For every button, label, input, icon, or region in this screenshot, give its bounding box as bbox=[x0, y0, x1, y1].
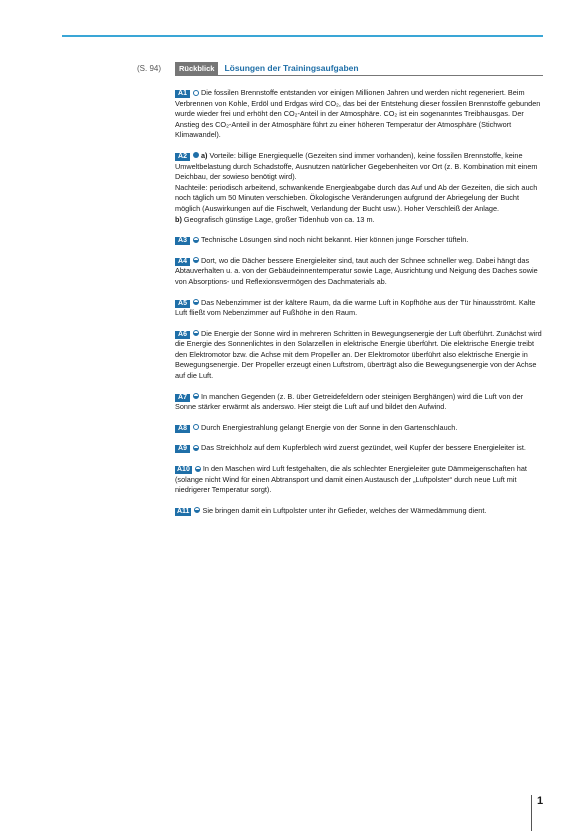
task-text: Durch Energiestrahlung gelangt Energie von der Sonne in den Gartenschlauch. bbox=[201, 422, 458, 432]
difficulty-medium-icon bbox=[193, 393, 199, 399]
page-number: 1 bbox=[537, 795, 544, 807]
part-label: b) bbox=[175, 214, 182, 224]
task-badge: A9 bbox=[175, 445, 190, 453]
difficulty-medium-icon bbox=[193, 330, 199, 336]
task-a2 bbox=[175, 151, 545, 225]
section-header bbox=[175, 62, 543, 76]
part-label: a) bbox=[201, 150, 208, 160]
task-text: Das Streichholz auf dem Kupferblech wird zuerst gezündet, weil Kupfer der bessere Energieleiter ist. bbox=[201, 443, 526, 453]
difficulty-easy-icon bbox=[193, 90, 199, 96]
task-badge: A11 bbox=[177, 507, 190, 515]
task-badge: A10 bbox=[177, 466, 190, 474]
task-text: Die Energie der Sonne wird in mehreren Schritten in Bewegungsenergie der Luft überführt. Zunächst wird die Energie des Sonnenlichtes in den Solarzellen in elektrische Energie überführt. Die elektrische Energie treibt den Elektromotor bzw. die Achse mit dem Propeller an. Der Elektromotor überführt also elektrische Energie in Bewegungsenergie. Der Propeller erzeugt einen Luftstrom, überträgt also die Bewegungsenergie von der Achse auf die Luft. bbox=[175, 328, 542, 381]
task-badge: A5 bbox=[175, 300, 190, 308]
difficulty-medium-icon bbox=[195, 466, 201, 472]
difficulty-hard-icon bbox=[193, 152, 199, 158]
task-badge: A7 bbox=[175, 394, 190, 402]
section-tag: Rückblick bbox=[175, 62, 218, 75]
task-badge: A2 bbox=[175, 153, 190, 161]
task-text: Das Nebenzimmer ist der kältere Raum, da die warme Luft in Kopfhöhe aus der Tür hinausströmt. Kalte Luft fließt vom Nebenzimmer auf Fußhöhe in den Raum. bbox=[175, 297, 536, 318]
solutions-list bbox=[175, 88, 545, 526]
difficulty-medium-icon bbox=[193, 257, 199, 263]
task-a6 bbox=[175, 329, 545, 382]
task-a9 bbox=[175, 443, 545, 454]
page-reference: (S. 94) bbox=[137, 64, 162, 73]
task-text: Sie bringen damit ein Luftpolster unter ihr Gefieder, welches der Wärmedämmung dient. bbox=[202, 505, 487, 515]
top-rule bbox=[62, 35, 543, 37]
task-badge: A8 bbox=[175, 425, 190, 433]
task-text: Nachteile: periodisch arbeitend, schwankende Energieabgabe durch das Auf und Ab der Gezeiten, die sich auch noch täglich um 50 Minuten verschieben. Ökologische Veränderungen aufgrund der Abriegelung der Bucht möglich (Auswirkungen auf die Fischwelt, Verlandung der Bucht usw.). Hoher Verschleiß der Anlage. bbox=[175, 182, 538, 213]
task-badge: A3 bbox=[175, 237, 190, 245]
difficulty-medium-icon bbox=[193, 299, 199, 305]
task-a3 bbox=[175, 235, 545, 246]
difficulty-medium-icon bbox=[194, 507, 200, 513]
task-a4 bbox=[175, 256, 545, 288]
task-text: Vorteile: billige Energiequelle (Gezeiten sind immer vorhanden), keine fossilen Brennstoffe, keine Umweltbelastung durch Schadstoffe, Ausnutzen natürlicher Gegebenheiten vor Ort (z. B. Kombination mit einem Deichbau, der sowieso benötigt wird). bbox=[175, 150, 538, 182]
task-a7 bbox=[175, 392, 545, 413]
page-number-rule bbox=[531, 795, 532, 831]
difficulty-easy-icon bbox=[193, 424, 199, 430]
section-title: Lösungen der Trainingsaufgaben bbox=[224, 63, 359, 73]
task-a5 bbox=[175, 298, 545, 319]
task-a11 bbox=[175, 506, 545, 517]
task-a10 bbox=[175, 464, 545, 496]
task-badge: A4 bbox=[175, 258, 190, 266]
task-text: Dort, wo die Dächer bessere Energieleiter sind, taut auch der Schnee schneller weg. Dabei hängt das Abtauverhalten u. a. von der Gebäudeinnentemperatur sowie Lage, Ausrichtung und Neigung des Daches sowie von Absorptions- und Reflexionsvermögen des Dachmaterials ab. bbox=[175, 255, 538, 286]
difficulty-medium-icon bbox=[193, 445, 199, 451]
task-text: Technische Lösungen sind noch nicht bekannt. Hier können junge Forscher tüfteln. bbox=[201, 235, 469, 245]
task-badge: A6 bbox=[175, 331, 190, 339]
difficulty-medium-icon bbox=[193, 237, 199, 243]
task-a1 bbox=[175, 88, 545, 141]
task-text: Die fossilen Brennstoffe entstanden vor einigen Millionen Jahren und werden nicht regeneriert. Beim Verbrennen von Kohle, Erdöl und Erdgas wird CO₂, das bei der Entstehung dieser fossilen Brennstoffe gebunden wurde wieder frei und erhöht den CO₂-Anteil in der Atmosphäre. CO₂ ist ein sogenanntes Treibhausgas. Der Anstieg des CO₂-Anteil in der Atmosphäre führt zu einer höheren Temperatur der Atmosphäre (Stichwort Klimawandel). bbox=[175, 88, 541, 140]
task-text: In manchen Gegenden (z. B. über Getreidefeldern oder steinigen Berghängen) wird die Luft von der Sonne stärker erwärmt als anderswo. Hier steigt die Luft auf und bildet den Aufwind. bbox=[175, 391, 524, 412]
task-a8 bbox=[175, 423, 545, 434]
task-text: In den Maschen wird Luft festgehalten, die als schlechter Energieleiter gute Dämmeigenschaften hat (solange nicht Wind für einen Abtransport und damit einen Austausch der „Luftpolster“ durch neue Luft mit niedrigerer Temperatur sorgt). bbox=[175, 464, 527, 495]
task-text: Geografisch günstige Lage, großer Tidenhub von ca. 13 m. bbox=[183, 214, 375, 224]
task-badge: A1 bbox=[175, 90, 190, 98]
